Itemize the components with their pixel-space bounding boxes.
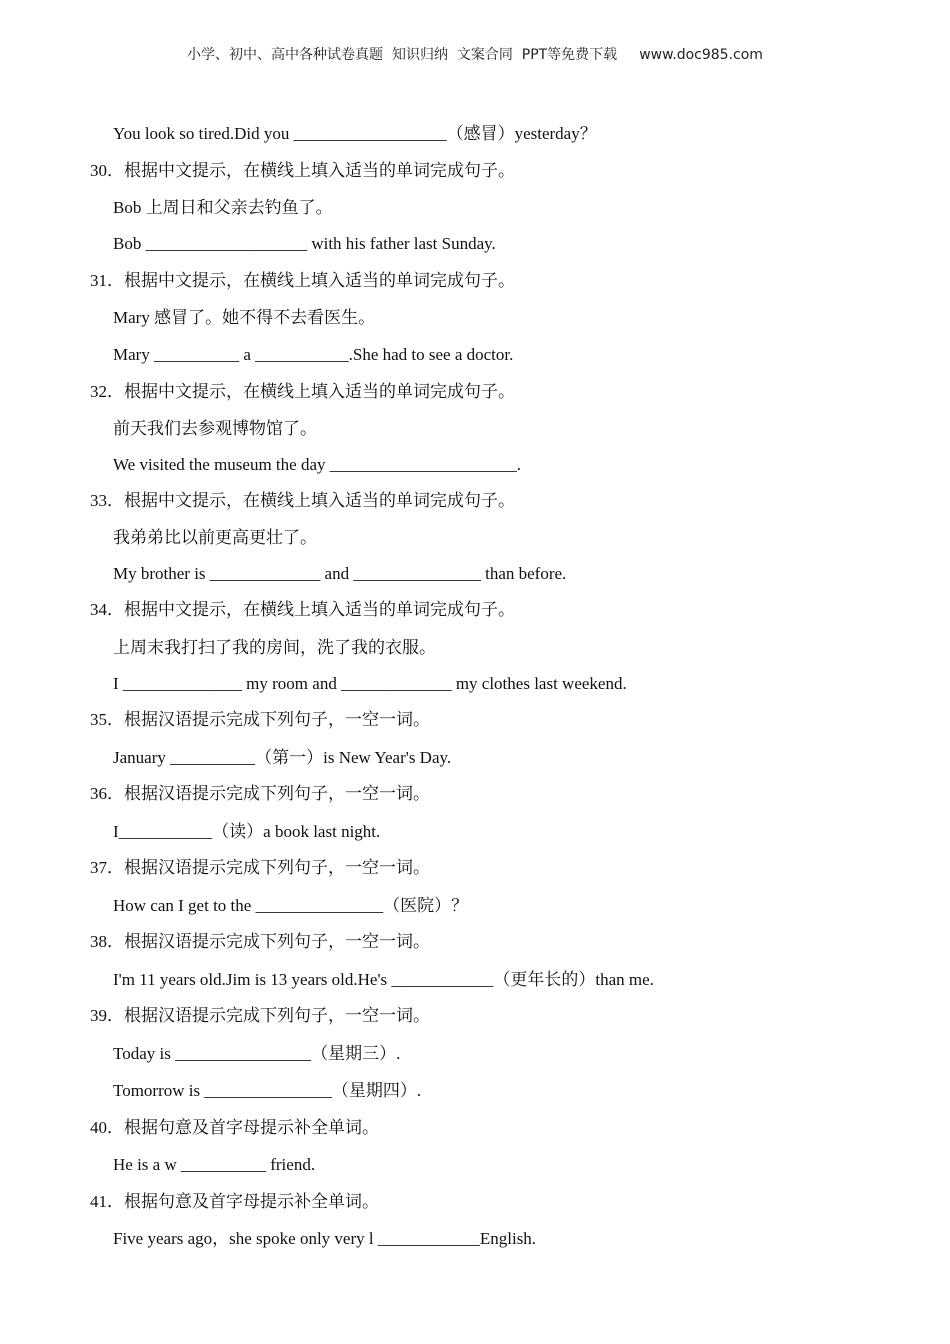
question-37-instruction: 37．根据汉语提示完成下列句子，一空一词。 bbox=[90, 858, 430, 877]
question-31-sentence: Mary __________ a ___________.She had to see a doctor. bbox=[113, 345, 514, 364]
question-32-sentence: We visited the museum the day ______________________. bbox=[113, 455, 521, 474]
question-40-sentence: He is a w __________ friend. bbox=[113, 1155, 316, 1174]
question-39-sentence-1: Today is ________________（星期三）. bbox=[113, 1044, 401, 1063]
question-35-sentence: January __________（第一）is New Year's Day. bbox=[113, 748, 452, 767]
header-tagline: 小学、初中、高中各种试卷真题 知识归纳 文案合同 PPT等免费下载 bbox=[187, 47, 618, 63]
question-39-sentence-2: Tomorrow is _______________（星期四）. bbox=[113, 1081, 422, 1100]
question-34-hint: 上周末我打扫了我的房间，洗了我的衣服。 bbox=[113, 638, 436, 657]
question-30-hint: Bob 上周日和父亲去钓鱼了。 bbox=[113, 198, 333, 217]
question-41-instruction: 41．根据句意及首字母提示补全单词。 bbox=[90, 1192, 379, 1211]
question-31-instruction: 31．根据中文提示，在横线上填入适当的单词完成句子。 bbox=[90, 271, 515, 290]
question-32-instruction: 32．根据中文提示，在横线上填入适当的单词完成句子。 bbox=[90, 382, 515, 401]
page-header bbox=[0, 44, 950, 64]
question-31-hint: Mary 感冒了。她不得不去看医生。 bbox=[113, 308, 376, 327]
question-33-hint: 我弟弟比以前更高更壮了。 bbox=[113, 528, 317, 547]
question-32-hint: 前天我们去参观博物馆了。 bbox=[113, 419, 317, 438]
question-38-sentence: I'm 11 years old.Jim is 13 years old.He's ____________（更年长的）than me. bbox=[113, 970, 654, 989]
question-40-instruction: 40．根据句意及首字母提示补全单词。 bbox=[90, 1118, 379, 1137]
question-41-sentence: Five years ago，she spoke only very l ____________English. bbox=[113, 1229, 537, 1248]
question-33-instruction: 33．根据中文提示，在横线上填入适当的单词完成句子。 bbox=[90, 491, 515, 510]
question-33-sentence: My brother is _____________ and _______________ than before. bbox=[113, 564, 567, 583]
sentence-line: You look so tired.Did you __________________（感冒）yesterday？ bbox=[113, 124, 597, 143]
question-39-instruction: 39．根据汉语提示完成下列句子，一空一词。 bbox=[90, 1006, 430, 1025]
question-36-instruction: 36．根据汉语提示完成下列句子，一空一词。 bbox=[90, 784, 430, 803]
question-34-instruction: 34．根据中文提示，在横线上填入适当的单词完成句子。 bbox=[90, 600, 515, 619]
question-38-instruction: 38．根据汉语提示完成下列句子，一空一词。 bbox=[90, 932, 430, 951]
question-30-sentence: Bob ___________________ with his father last Sunday. bbox=[113, 234, 496, 253]
question-35-instruction: 35．根据汉语提示完成下列句子，一空一词。 bbox=[90, 710, 430, 729]
question-36-sentence: I___________（读）a book last night. bbox=[113, 822, 381, 841]
question-37-sentence: How can I get to the _______________（医院）？ bbox=[113, 896, 469, 915]
header-site-link[interactable]: www.doc985.com bbox=[639, 47, 763, 63]
question-30-instruction: 30．根据中文提示，在横线上填入适当的单词完成句子。 bbox=[90, 161, 515, 180]
question-34-sentence: I ______________ my room and _____________ my clothes last weekend. bbox=[113, 674, 627, 693]
